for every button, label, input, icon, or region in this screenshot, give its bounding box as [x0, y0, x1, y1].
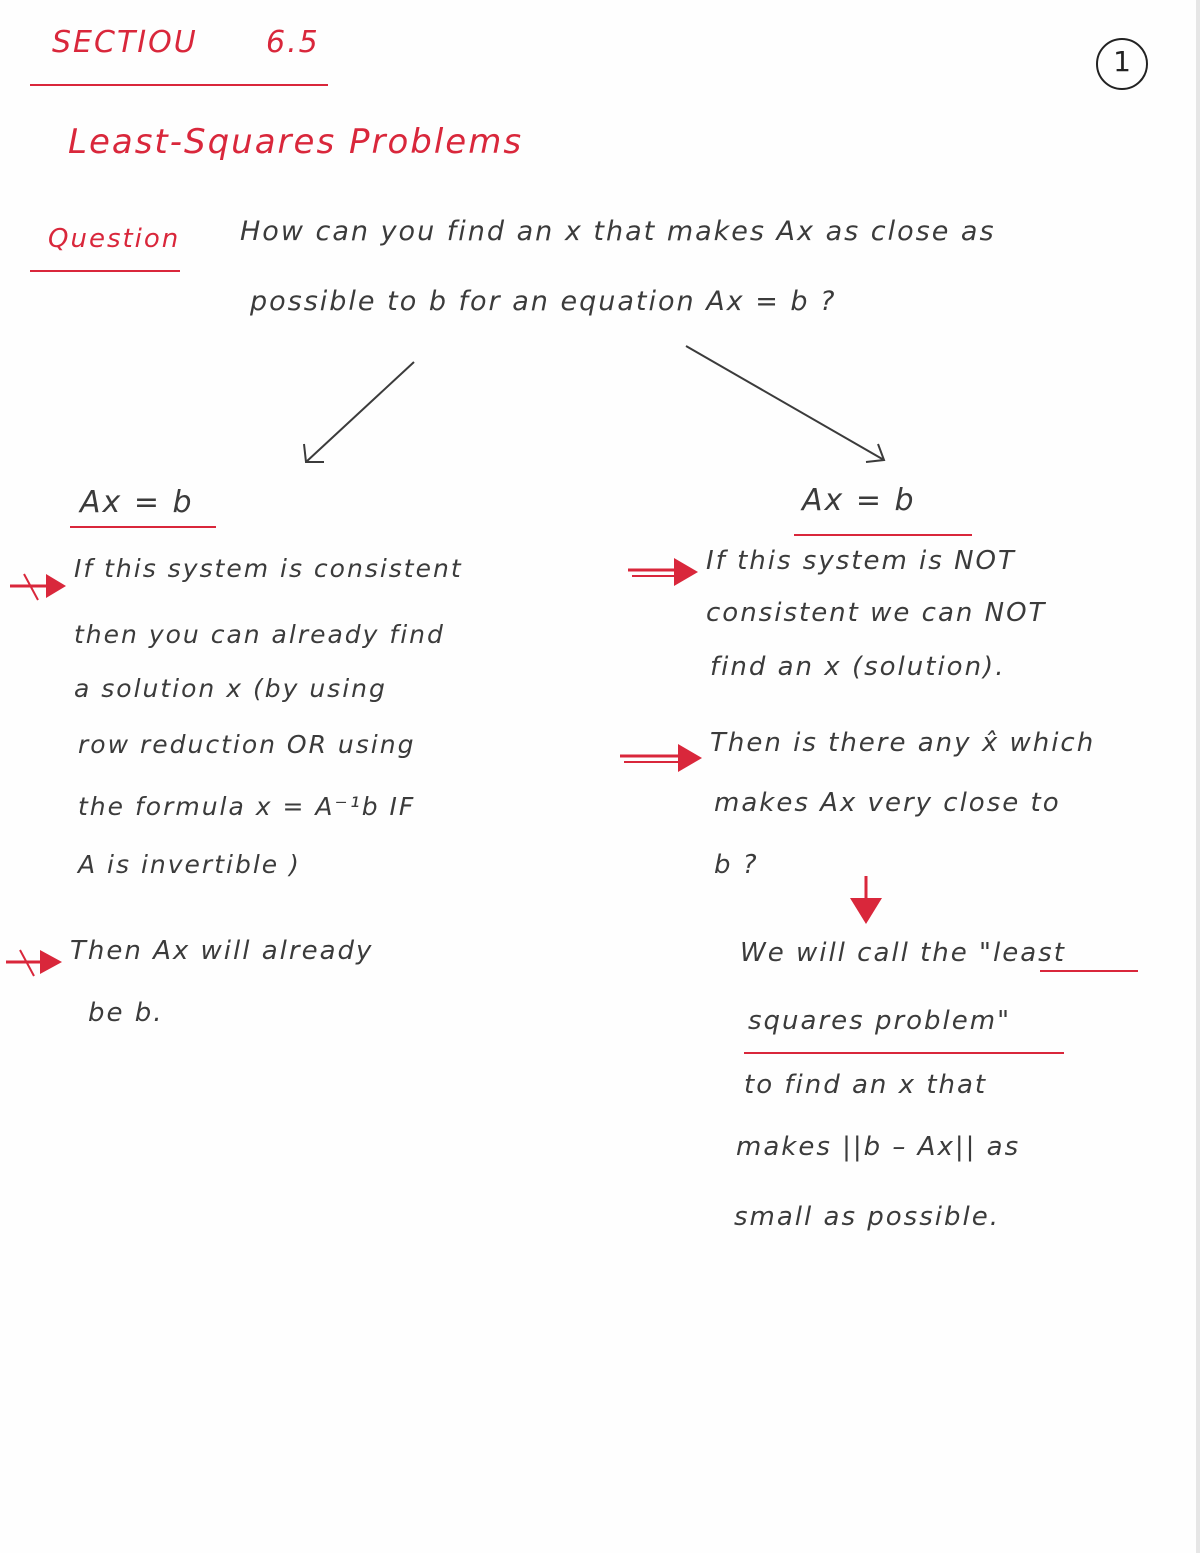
- right-conclusion-line5: small as possible.: [734, 1202, 1000, 1232]
- red-arrow-down: [850, 876, 882, 924]
- right-conclusion-line1: We will call the "least: [740, 938, 1066, 968]
- right-point1-line3: find an x (solution).: [710, 652, 1006, 682]
- left-point2-line1: Then Ax will already: [70, 936, 374, 966]
- left-point1-line5: the formula x = A⁻¹b IF: [78, 792, 416, 821]
- question-line-2: possible to b for an equation Ax = b ?: [250, 286, 837, 317]
- right-point2-line1: Then is there any x̂ which: [710, 728, 1096, 758]
- red-arrow-right-1: [628, 558, 698, 586]
- left-point1-line6: A is invertible ): [78, 850, 301, 879]
- right-conclusion-line3: to find an x that: [744, 1070, 988, 1100]
- left-point1-line2: then you can already find: [74, 620, 445, 649]
- header-underline: [30, 84, 328, 86]
- right-point1-line1: If this system is NOT: [706, 546, 1016, 576]
- left-point2-line2: be b.: [88, 998, 164, 1028]
- question-line-1: How can you find an x that makes Ax as close as: [240, 216, 996, 247]
- red-arrow-left-1: [10, 574, 66, 600]
- section-label: SECTIOU: [52, 25, 198, 60]
- branch-arrow-left: [304, 362, 414, 462]
- right-point2-line2: makes Ax very close to: [714, 788, 1061, 818]
- right-heading: Ax = b: [802, 483, 916, 518]
- squares-problem-underline: [744, 1052, 1064, 1054]
- red-arrow-right-2: [620, 744, 702, 772]
- right-conclusion-line4: makes ||b – Ax|| as: [736, 1132, 1021, 1162]
- left-heading: Ax = b: [80, 485, 194, 520]
- page-number: 1: [1113, 45, 1131, 78]
- right-point1-line2: consistent we can NOT: [706, 598, 1047, 628]
- left-point1-line4: row reduction OR using: [78, 730, 416, 759]
- left-heading-underline: [70, 526, 216, 528]
- question-label-underline: [30, 270, 180, 272]
- page-edge: [1196, 0, 1200, 1553]
- left-point1-line1: If this system is consistent: [74, 554, 463, 583]
- page-title: Least-Squares Problems: [68, 122, 524, 162]
- right-point2-line3: b ?: [714, 850, 759, 880]
- branch-arrow-right: [686, 346, 884, 462]
- left-point1-line3: a solution x (by using: [74, 674, 387, 703]
- red-arrow-left-2: [6, 950, 62, 976]
- question-label: Question: [48, 224, 181, 254]
- right-conclusion-line2: squares problem": [748, 1006, 1012, 1036]
- section-number: 6.5: [266, 25, 320, 60]
- least-underline: [1040, 970, 1138, 972]
- right-heading-underline: [794, 534, 972, 536]
